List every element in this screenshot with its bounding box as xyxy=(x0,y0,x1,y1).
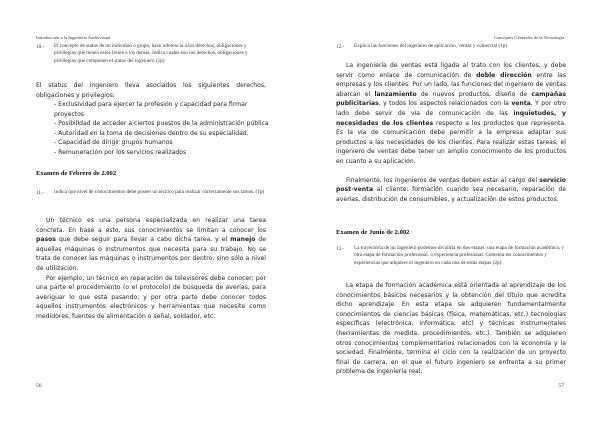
text-run: respecto a los productos que representa. Es la vía de comunicación debe permitir a la empresa adaptar sus productos a las necesidades de los clientes. Para realizar estas tareas, el ingeniero de ventas debe tener un amplio conocimiento de los productos en cuanto a su aplicación. xyxy=(336,119,567,165)
answer-11-paragraph-2: Por ejemplo, un técnico en reparación de televisores debe conocer; por una parte el procedimiento (o el protocolo) de búsqueda de averías, para averiguar lo que está pasando; y por otra parte debe conocer todos aquellos instrumentos electrónicos y herramientas que necesite como medidores, fuentes de alimentación o señal, soldador, etc. xyxy=(36,274,266,320)
list-item: - Capacidad de dirigir grupos humanos xyxy=(54,139,173,147)
answer-12-paragraph-1 xyxy=(336,61,566,167)
right-running-header: Conceptos Generales de la Tecnología xyxy=(493,35,564,40)
answer-10-intro: El status del ingeniero lleva asociados los siguientes derechos, obligaciones y privilegios: xyxy=(36,82,266,99)
answer-13-body xyxy=(336,281,566,377)
answer-10-list xyxy=(54,100,269,158)
left-page-number: 56 xyxy=(36,383,42,389)
exam-heading-june: Examen de Junio de 2.002 xyxy=(336,229,410,236)
right-page xyxy=(300,0,600,424)
list-item: - Autoridad en la toma de decisiones dentro de su especialidad. xyxy=(54,129,249,137)
text-run: La ingeniería de ventas está ligada al trato con los clientes, y debe servir como enlace de comunicación de xyxy=(336,62,566,79)
text-run: que debe seguir para llevar a cabo dicha tarea, y el xyxy=(55,236,231,244)
bold-term: venta xyxy=(511,100,531,108)
exam-heading-february: Examen de Febrero de 2.002 xyxy=(36,170,117,177)
list-item: - Exclusividad para ejercer la profesión y capacidad para firmar proyectos xyxy=(54,101,248,118)
question-10-number: 10.- xyxy=(36,44,45,50)
answer-12-paragraph-2 xyxy=(336,176,566,205)
list-item: - Posibilidad de acceder a ciertos puestos de la administración pública xyxy=(54,120,269,128)
question-13-text: La trayectoria de un ingeniero podemos dividirla en dos etapas: una etapa de formación académica, y otra etapa de formación profesional. o experiencia profesional. Comenta los conocimientos y experiencias que adquiere el ingeniero en cada una de estas etapas (2p) xyxy=(354,245,565,266)
bold-term: inquietudes, y necesidades de los clientes xyxy=(336,109,566,127)
left-running-header: Introducción a la Ingeniería Audiovisual xyxy=(36,35,111,40)
answer-12-body xyxy=(336,61,566,204)
right-page-number: 57 xyxy=(558,383,564,389)
question-11-number: 11.- xyxy=(36,190,45,196)
text-run: al cliente: formación cuando sea necesario, reparación de averías, distribución de consumibles, y actualización de estos productos. xyxy=(336,186,566,203)
bold-term: servicio post-venta xyxy=(336,176,566,194)
answer-11-paragraph-1 xyxy=(36,216,266,274)
answer-11-body xyxy=(36,216,266,322)
bold-term-pasos: pasos xyxy=(36,236,56,244)
question-10-text: El concepto de status de un individuo o grupo, hace referencia a los derechos, obligaciones y privilegios que tienen estos frente a los demás. Indica cuales son los derechos, obligaciones y privilegios que componen el status del ingeniero (1p) xyxy=(54,43,248,64)
bold-term: lanzamiento xyxy=(374,90,417,98)
bold-term-manejo: manejo xyxy=(230,236,256,244)
answer-13-paragraph-1: La etapa de formación académica está orientada al aprendizaje de los conocimientos básicos necesarios y la obtención del título que acredita dicho aprendizaje. En esta etapa se adquieren fundamentalmente conocimientos de ciencias básicas (física, matemáticas, etc.) tecnologías específicas (electrónica, informática, etc) y técnicas instrumentales (herramientas de medida, procedimientos, etc.). También se adquieren otros conocimientos complementarios relacionados con la economía y la sociedad. Finalmente, termina el ciclo con la realización de un proyecto final de carrera, en el que el futuro ingeniero se enfrenta a su primer problema de ingeniería real. xyxy=(336,282,566,376)
text-run: Finalmente, los ingenieros de ventas deben estar al cargo del xyxy=(346,176,540,184)
text-run: de aquellas máquinas o instrumentos que necesita para su trabajo. No se trata de conocer las máquinas o instrumentos por dentro, sino sólo a nivel de utilización. xyxy=(36,236,266,272)
text-run: . Y por otro lado debe servir de vía de comunicación de las xyxy=(336,100,566,117)
question-12-number: 12.- xyxy=(336,44,345,50)
question-11-text: Indica que nivel de conocimientos debe poseer un técnico para realizar correctamente sus tareas. (1p) xyxy=(54,189,265,195)
question-13-number: 13.- xyxy=(336,246,345,252)
text-run: de nuevos productos, diseño de xyxy=(416,90,532,98)
list-item: - Remuneración por los servicios realizados xyxy=(54,148,187,156)
bold-term: campañas publicitarias xyxy=(336,90,566,108)
text-run: entre las empresas y los clientes. Por un lado, las funciones del ingeniero de ventas abarcan el xyxy=(336,71,566,98)
text-run: Un técnico es una persona especializada en realizar una tarea concreta. En base a esto, sus conocimientos se limitan a conocer los xyxy=(36,217,266,234)
question-12-text: Explica las funciones del ingeniero de aplicación, ventas y comercial (1p) xyxy=(354,43,508,49)
text-run: , y todos los aspectos relacionados con la xyxy=(378,100,512,108)
bold-term: doble dirección xyxy=(476,71,532,79)
